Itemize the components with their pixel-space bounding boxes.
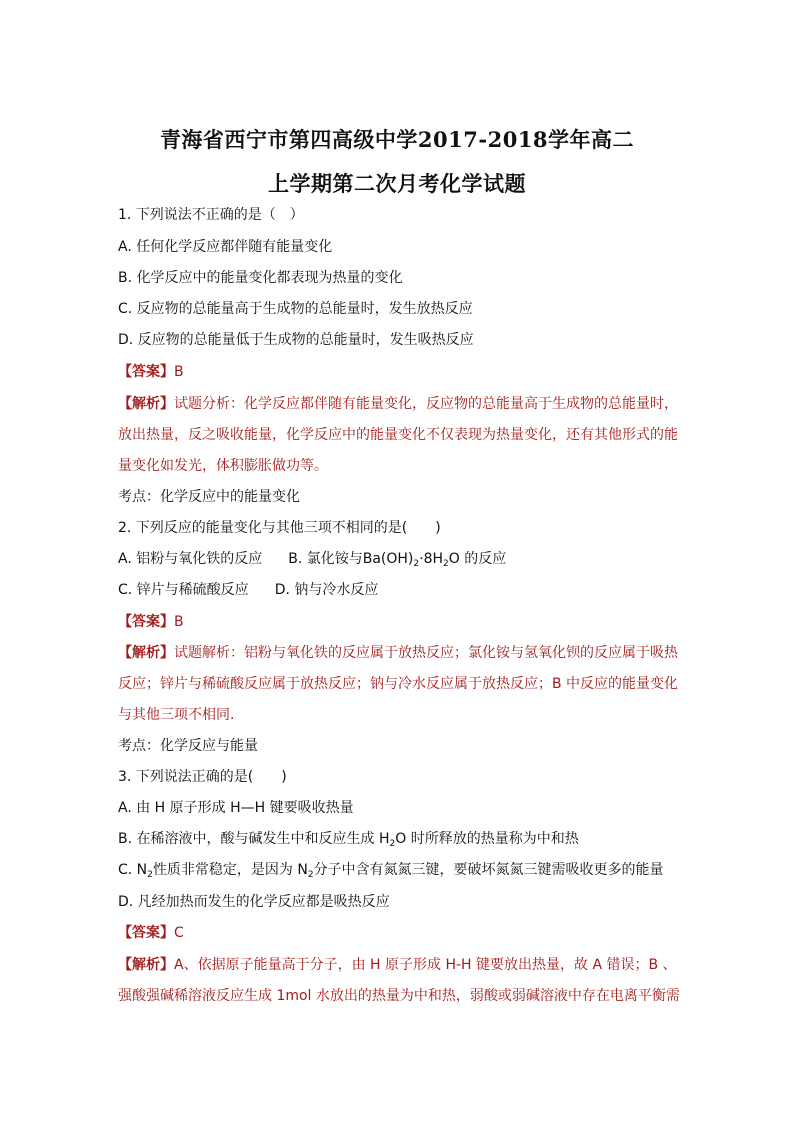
q2-options-ab bbox=[118, 549, 506, 569]
answer-tag: 【答案】 bbox=[118, 364, 174, 380]
analysis-text: 试题解析：铝粉与氧化铁的反应属于放热反应；氯化铵与氢氧化钡的反应属于吸热 bbox=[174, 645, 678, 661]
q2-option-a: A. 铝粉与氧化铁的反应 bbox=[118, 551, 263, 567]
q3-option-d: D. 凡经加热而发生的化学反应都是吸热反应 bbox=[118, 894, 390, 910]
q3-option-b: B. 在稀溶液中，酸与碱发生中和反应生成 $H_2O$ 时所释放的热量称为中和热 bbox=[118, 831, 579, 849]
answer-value: B bbox=[174, 614, 184, 630]
q1-option-d: D. 反应物的总能量低于生成物的总能量时，发生吸热反应 bbox=[118, 332, 474, 348]
q2-option-b: B. 氯化铵与$Ba(OH)_2\cdot 8H_2O$ 的反应 bbox=[288, 551, 507, 569]
q2-analysis-line-1 bbox=[118, 643, 678, 663]
q3-stem: 3. 下列说法正确的是( ) bbox=[118, 769, 287, 785]
q1-analysis-line-3: 量变化如发光，体积膨胀做功等。 bbox=[118, 458, 328, 474]
q1-point: 考点：化学反应中的能量变化 bbox=[118, 489, 300, 505]
document-title-line-2: 上学期第二次月考化学试题 bbox=[268, 171, 526, 196]
q3-option-a: A. 由 H 原子形成 H—H 键要吸收热量 bbox=[118, 800, 354, 816]
q2-option-d: D. 钠与冷水反应 bbox=[274, 582, 379, 598]
q1-analysis-line-2: 放出热量，反之吸收能量，化学反应中的能量变化不仅表现为热量变化，还有其他形式的能 bbox=[118, 427, 678, 443]
q3-analysis-line-1 bbox=[118, 955, 677, 975]
q2-answer bbox=[118, 612, 184, 632]
q3-analysis-line-2: 强酸强碱稀溶液反应生成 1mol 水放出的热量为中和热，弱酸或弱碱溶液中存在电离平衡需 bbox=[118, 988, 680, 1004]
document-title-line-1: 青海省西宁市第四高级中学2017-2018学年高二 bbox=[159, 127, 635, 152]
q2-point: 考点：化学反应与能量 bbox=[118, 738, 258, 754]
answer-value: C bbox=[174, 925, 184, 941]
q2-option-c: C. 锌片与稀硫酸反应 bbox=[118, 582, 249, 598]
analysis-tag: 【解析】 bbox=[118, 645, 174, 661]
analysis-tag: 【解析】 bbox=[118, 396, 174, 412]
q1-option-c: C. 反应物的总能量高于生成物的总能量时，发生放热反应 bbox=[118, 301, 473, 317]
analysis-text: 试题分析：化学反应都伴随有能量变化，反应物的总能量高于生成物的总能量时， bbox=[174, 396, 678, 412]
q1-answer bbox=[118, 362, 184, 382]
answer-tag: 【答案】 bbox=[118, 925, 174, 941]
answer-value: B bbox=[174, 364, 184, 380]
q2-options-cd bbox=[118, 580, 378, 600]
q2-stem: 2. 下列反应的能量变化与其他三项不相同的是( ) bbox=[118, 520, 441, 536]
q1-option-a: A. 任何化学反应都伴随有能量变化 bbox=[118, 239, 333, 255]
q2-analysis-line-2: 反应；锌片与稀硫酸反应属于放热反应；钠与冷水反应属于放热反应；B 中反应的能量变化 bbox=[118, 676, 679, 692]
q1-analysis-line-1 bbox=[118, 394, 678, 414]
q2-analysis-line-3: 与其他三项不相同. bbox=[118, 707, 235, 723]
analysis-tag: 【解析】 bbox=[118, 957, 174, 973]
analysis-text: A、依据原子能量高于分子，由 H 原子形成 H-H 键要放出热量，故 A 错误；B 、 bbox=[174, 957, 677, 973]
q3-answer bbox=[118, 923, 184, 943]
q1-option-b: B. 化学反应中的能量变化都表现为热量的变化 bbox=[118, 270, 403, 286]
q1-stem: 1. 下列说法不正确的是（ ） bbox=[118, 207, 304, 223]
q3-option-c: C. $N_2$性质非常稳定，是因为 $N_2$分子中含有氮氮三键，要破坏氮氮三键需吸收更多的能量 bbox=[118, 862, 664, 880]
answer-tag: 【答案】 bbox=[118, 614, 174, 630]
